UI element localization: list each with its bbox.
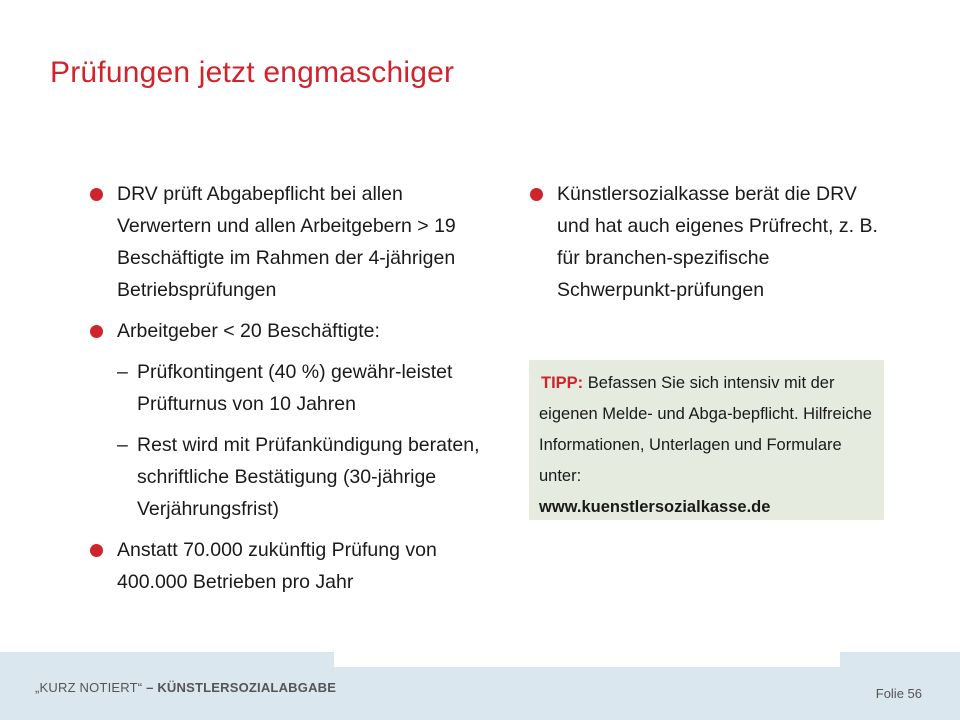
bullet-text: DRV prüft Abgabepflicht bei allen Verwertern und allen Arbeitgebern > 19 Beschäftigte im Rahmen der 4-jährigen Betriebsprüfungen (117, 183, 456, 301)
bullet-text: Künstlersozialkasse berät die DRV und hat auch eigenes Prüfrecht, z. B. für branchen-spezifische Schwerpunkt-prüfungen (557, 183, 878, 301)
sub-bullet-item (90, 356, 490, 420)
footer-notch (334, 652, 840, 667)
slide-title: Prüfungen jetzt engmaschiger (50, 56, 455, 89)
footer-series (35, 680, 336, 695)
tip-box (529, 360, 884, 520)
bullet-text: Arbeitgeber < 20 Beschäftigte: (117, 320, 380, 342)
bullet-item (90, 534, 490, 598)
sub-bullet-text: Prüfkontingent (40 %) gewähr-leistet Prüfturnus von 10 Jahren (137, 361, 453, 415)
bullet-dot-icon (530, 188, 543, 201)
sub-bullet-item (90, 429, 490, 525)
slide-number: Folie 56 (875, 686, 922, 701)
tip-label: TIPP: (541, 374, 584, 392)
right-column (530, 178, 890, 315)
left-column (90, 178, 490, 607)
sub-bullet-dash: – (117, 434, 128, 456)
footer-series-name: „KURZ NOTIERT“ (35, 680, 143, 695)
footer-topic: – KÜNSTLERSOZIALABGABE (142, 680, 337, 695)
bullet-item (90, 315, 490, 347)
tip-text: Befassen Sie sich intensiv mit der eigenen Melde- und Abga-bepflicht. Hilfreiche Informationen, Unterlagen und Formulare unter: (539, 374, 872, 485)
bullet-item (90, 178, 490, 306)
sub-bullet-text: Rest wird mit Prüfankündigung beraten, schriftliche Bestätigung (30-jährige Verjährungsfrist) (137, 434, 480, 520)
bullet-dot-icon (90, 188, 103, 201)
bullet-item (530, 178, 890, 306)
tip-link[interactable]: www.kuenstlersozialkasse.de (539, 498, 771, 516)
sub-bullet-dash: – (117, 361, 128, 383)
bullet-dot-icon (90, 544, 103, 557)
tip-text-block (539, 368, 879, 523)
bullet-dot-icon (90, 325, 103, 338)
bullet-text: Anstatt 70.000 zukünftig Prüfung von 400.000 Betrieben pro Jahr (117, 539, 437, 593)
